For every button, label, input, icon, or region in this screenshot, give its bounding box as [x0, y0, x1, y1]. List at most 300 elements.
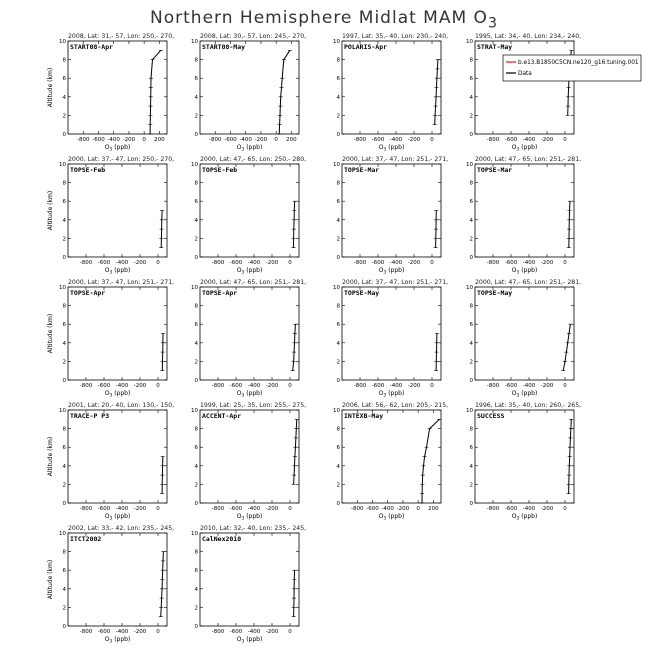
x-axis-label-part: 3	[109, 393, 113, 399]
y-tick-label: 6	[62, 76, 66, 83]
y-tick-label: 4	[62, 586, 66, 593]
campaign-label: ITCT2002	[70, 535, 102, 543]
chart-panel	[191, 279, 306, 399]
x-tick-label: 200	[428, 506, 439, 512]
y-tick-label: 0	[62, 255, 66, 261]
x-axis-label-part: (ppb)	[386, 390, 405, 397]
y-tick-label: 4	[194, 586, 198, 593]
x-axis-label-part: 3	[241, 147, 245, 153]
x-axis-label-part: 3	[109, 147, 113, 153]
y-tick-label: 4	[62, 94, 66, 101]
y-tick-label: 8	[469, 426, 473, 433]
x-axis-label-part: O	[511, 390, 517, 397]
x-tick-label: -600	[97, 506, 111, 512]
y-tick-label: 2	[336, 113, 340, 120]
panel-header: 2000, Lat: 37,- 47, Lon: 250,- 270,	[68, 156, 175, 163]
x-axis-label-part: 3	[383, 270, 387, 276]
x-tick-label: -800	[211, 506, 225, 512]
y-tick-label: 8	[336, 180, 340, 187]
campaign-label: TOPSE-May	[477, 289, 513, 297]
panel-header: 2000, Lat: 47,- 65, Lon: 251,- 281,	[475, 279, 582, 286]
y-tick-label: 2	[62, 113, 66, 120]
panel-header: 2000, Lat: 37,- 47, Lon: 251,- 271,	[342, 279, 449, 286]
y-tick-label: 10	[59, 39, 66, 45]
y-axis-label: Altitude (km)	[47, 190, 54, 231]
panel-header: 2000, Lat: 47,- 65, Lon: 250,- 280,	[200, 156, 307, 163]
x-axis-label-part: (ppb)	[519, 390, 538, 397]
y-tick-label: 2	[194, 605, 198, 612]
x-axis-label-part: 3	[241, 639, 245, 645]
y-tick-label: 10	[59, 408, 66, 414]
y-tick-label: 6	[469, 322, 473, 329]
campaign-label: SUCCESS	[477, 412, 505, 420]
x-tick-label: -400	[522, 260, 536, 266]
x-tick-label: -600	[97, 383, 111, 389]
plot-frame	[200, 410, 299, 503]
x-axis-label-part: O	[104, 144, 110, 151]
panel-header: 1999, Lat: 25,- 35, Lon: 255,- 275,	[200, 402, 307, 409]
x-axis-label-part: (ppb)	[386, 267, 405, 274]
campaign-label: START08-Apr	[70, 43, 114, 51]
x-axis-label-part: 3	[383, 393, 387, 399]
chart-panel	[47, 33, 174, 153]
chart-panel	[466, 402, 581, 522]
x-tick-label: -400	[389, 383, 403, 389]
x-tick-label: -200	[265, 383, 279, 389]
chart-panel	[333, 156, 448, 276]
x-axis-label-part: 3	[109, 270, 113, 276]
panel-header: 1995, Lat: 34,- 40, Lon: 234,- 240,	[475, 33, 582, 40]
y-tick-label: 0	[62, 132, 66, 138]
x-tick-label: -600	[224, 137, 237, 143]
y-tick-label: 6	[194, 568, 198, 575]
y-tick-label: 2	[194, 359, 198, 366]
campaign-label: TOPSE-Mar	[477, 166, 513, 174]
y-tick-label: 2	[194, 236, 198, 243]
legend-label: b.e13.B1850C5CN.ne120_g16.tuning.001	[518, 60, 639, 66]
y-tick-label: 10	[466, 39, 473, 45]
x-tick-label: -800	[486, 506, 500, 512]
data-series-line	[435, 60, 438, 125]
x-axis-label-part: O	[511, 513, 517, 520]
x-axis-label-part: (ppb)	[112, 513, 131, 520]
y-tick-label: 6	[62, 445, 66, 452]
x-tick-label: -400	[522, 506, 536, 512]
y-tick-label: 6	[194, 76, 198, 83]
y-tick-label: 8	[62, 426, 66, 433]
x-tick-label: -400	[247, 383, 261, 389]
x-tick-label: -200	[254, 137, 268, 143]
x-tick-label: -400	[107, 137, 120, 143]
x-tick-label: -800	[486, 260, 500, 266]
y-tick-label: 6	[336, 322, 340, 329]
plot-frame	[342, 164, 441, 257]
x-axis-label-part: O	[104, 636, 110, 643]
x-axis-label-part: (ppb)	[244, 636, 263, 643]
x-tick-label: -200	[133, 629, 147, 635]
x-axis-label-part: (ppb)	[244, 390, 263, 397]
campaign-label: TOPSE-May	[344, 289, 380, 297]
x-tick-label: -600	[229, 629, 243, 635]
x-tick-label: -200	[265, 506, 279, 512]
x-tick-label: -800	[79, 260, 93, 266]
y-tick-label: 0	[469, 132, 473, 138]
y-tick-label: 10	[59, 162, 66, 168]
x-axis-label-part: O	[236, 513, 242, 520]
x-axis-label-part: (ppb)	[112, 390, 131, 397]
campaign-label: CalNex2010	[202, 535, 242, 543]
y-tick-label: 6	[62, 322, 66, 329]
campaign-label: STRAT-May	[477, 43, 513, 51]
x-tick-label: -400	[522, 383, 536, 389]
x-tick-label: 0	[288, 506, 292, 512]
x-axis-label	[512, 390, 538, 399]
y-tick-label: 8	[62, 303, 66, 310]
y-tick-label: 0	[469, 378, 473, 384]
y-tick-label: 0	[336, 132, 340, 138]
plot-frame	[342, 287, 441, 380]
x-tick-label: -400	[522, 137, 536, 143]
y-tick-label: 0	[336, 255, 340, 261]
x-tick-label: 0	[156, 383, 160, 389]
y-tick-label: 4	[336, 94, 340, 101]
x-tick-label: -400	[247, 629, 261, 635]
x-axis-label-part: O	[236, 390, 242, 397]
data-series-line	[294, 419, 297, 484]
data-series-line	[422, 419, 440, 503]
y-tick-label: 2	[469, 236, 473, 243]
y-tick-label: 2	[336, 236, 340, 243]
x-axis-label-part: (ppb)	[519, 267, 538, 274]
y-tick-label: 6	[336, 76, 340, 83]
y-tick-label: 8	[194, 303, 198, 310]
x-axis-label-part: O	[511, 144, 517, 151]
x-axis-label	[237, 144, 263, 153]
y-tick-label: 10	[191, 408, 198, 414]
x-tick-label: -600	[371, 383, 385, 389]
chart-panel	[333, 33, 448, 153]
x-axis-label-part: (ppb)	[244, 513, 263, 520]
y-tick-label: 4	[336, 217, 340, 224]
panel-header: 2000, Lat: 37,- 47, Lon: 251,- 271,	[342, 156, 449, 163]
x-axis-label-part: 3	[383, 516, 387, 522]
x-tick-label: -200	[122, 137, 136, 143]
x-axis-label-part: O	[378, 390, 384, 397]
y-tick-label: 8	[469, 303, 473, 310]
panel-header: 2008, Lat: 30,- 57, Lon: 245,- 270,	[200, 33, 307, 40]
x-tick-label: -800	[350, 506, 364, 512]
x-axis-label-part: O	[378, 513, 384, 520]
y-tick-label: 10	[333, 39, 340, 45]
y-tick-label: 6	[62, 568, 66, 575]
y-tick-label: 4	[469, 94, 473, 101]
x-tick-label: -400	[239, 137, 252, 143]
x-tick-label: -600	[229, 383, 243, 389]
y-tick-label: 6	[469, 445, 473, 452]
x-tick-label: -600	[504, 506, 518, 512]
panel-header: 1997, Lat: 35,- 40, Lon: 230,- 240,	[342, 33, 449, 40]
x-tick-label: -200	[540, 383, 554, 389]
y-tick-label: 2	[336, 482, 340, 489]
campaign-label: TOPSE-Apr	[70, 289, 106, 297]
y-tick-label: 0	[194, 378, 198, 384]
y-tick-label: 8	[336, 426, 340, 433]
chart-panel	[47, 402, 174, 522]
x-axis-label-part: O	[104, 513, 110, 520]
x-axis-label-part: (ppb)	[112, 636, 131, 643]
plot-frame	[68, 410, 167, 503]
y-tick-label: 8	[469, 180, 473, 187]
y-tick-label: 10	[466, 408, 473, 414]
x-tick-label: 0	[416, 506, 420, 512]
x-axis-label-part: 3	[241, 270, 245, 276]
data-series-line	[150, 50, 161, 134]
panel-header: 2001, Lat: 20,- 40, Lon: 130,- 150,	[68, 402, 175, 409]
plot-frame	[475, 287, 574, 380]
x-tick-label: 0	[288, 383, 292, 389]
y-tick-label: 10	[333, 285, 340, 291]
x-tick-label: -800	[211, 260, 225, 266]
y-tick-label: 2	[62, 605, 66, 612]
y-tick-label: 2	[62, 482, 66, 489]
chart-panel	[466, 156, 581, 276]
y-tick-label: 8	[62, 549, 66, 556]
plot-frame	[200, 287, 299, 380]
campaign-label: START08-May	[202, 43, 246, 51]
chart-panel	[191, 33, 306, 153]
y-tick-label: 4	[469, 463, 473, 470]
y-tick-label: 8	[336, 57, 340, 64]
x-axis-label	[379, 267, 405, 276]
x-tick-label: -600	[371, 260, 385, 266]
x-tick-label: -600	[97, 629, 111, 635]
campaign-label: TOPSE-Feb	[70, 166, 106, 174]
x-tick-label: 0	[156, 260, 160, 266]
x-axis-label	[105, 267, 131, 276]
panel-header: 2000, Lat: 47,- 65, Lon: 251,- 281,	[200, 279, 307, 286]
chart-panel	[47, 279, 174, 399]
x-tick-label: -400	[115, 506, 129, 512]
y-tick-label: 10	[191, 285, 198, 291]
y-tick-label: 0	[469, 255, 473, 261]
x-tick-label: -600	[97, 260, 111, 266]
y-tick-label: 2	[469, 113, 473, 120]
x-tick-label: -800	[208, 137, 222, 143]
data-series-line	[294, 570, 295, 617]
x-tick-label: -600	[371, 137, 385, 143]
x-tick-label: 0	[142, 137, 146, 143]
panel-header: 2006, Lat: 56,- 62, Lon: 205,- 215,	[342, 402, 449, 409]
y-tick-label: 10	[191, 531, 198, 537]
x-tick-label: 0	[430, 383, 434, 389]
y-tick-label: 8	[336, 303, 340, 310]
y-tick-label: 2	[62, 359, 66, 366]
legend	[503, 55, 641, 81]
x-tick-label: -200	[265, 260, 279, 266]
y-tick-label: 6	[194, 445, 198, 452]
campaign-label: POLARIS-Apr	[344, 43, 388, 51]
x-tick-label: -200	[407, 260, 421, 266]
figure-title-text: Northern Hemisphere Midlat MAM O	[150, 8, 488, 28]
y-tick-label: 0	[336, 501, 340, 507]
panel-header: 2000, Lat: 47,- 65, Lon: 251,- 281,	[475, 156, 582, 163]
campaign-label: TRACE-P P3	[70, 412, 110, 420]
data-series-line	[161, 552, 164, 617]
x-axis-label-part: (ppb)	[519, 513, 538, 520]
chart-panel	[333, 402, 448, 522]
x-tick-label: -600	[504, 260, 518, 266]
y-tick-label: 6	[336, 199, 340, 206]
chart-panel	[47, 156, 174, 276]
x-tick-label: -600	[229, 506, 243, 512]
x-axis-label	[237, 513, 263, 522]
y-tick-label: 10	[333, 408, 340, 414]
y-tick-label: 0	[336, 378, 340, 384]
chart-panel	[191, 402, 306, 522]
x-axis-label-part: O	[378, 144, 384, 151]
x-tick-label: -800	[211, 629, 225, 635]
x-axis-label-part: (ppb)	[112, 267, 131, 274]
y-tick-label: 4	[469, 340, 473, 347]
x-axis-label-part: (ppb)	[244, 267, 263, 274]
data-series-line	[293, 324, 296, 371]
x-tick-label: -800	[76, 137, 90, 143]
y-tick-label: 0	[469, 501, 473, 507]
y-tick-label: 0	[62, 501, 66, 507]
y-tick-label: 0	[62, 378, 66, 384]
x-tick-label: -400	[381, 506, 394, 512]
x-tick-label: 0	[563, 137, 567, 143]
x-axis-label-part: (ppb)	[519, 144, 538, 151]
x-axis-label-part: 3	[241, 516, 245, 522]
x-tick-label: -200	[265, 629, 279, 635]
y-tick-label: 4	[62, 463, 66, 470]
panel-header: 2008, Lat: 31,- 57, Lon: 250,- 270,	[68, 33, 175, 40]
data-series-line	[279, 50, 290, 134]
x-tick-label: -800	[79, 629, 93, 635]
y-tick-label: 2	[469, 359, 473, 366]
y-tick-label: 4	[194, 463, 198, 470]
x-axis-label-part: O	[236, 144, 242, 151]
x-tick-label: -200	[540, 137, 554, 143]
x-tick-label: -200	[133, 383, 147, 389]
y-tick-label: 4	[336, 340, 340, 347]
x-tick-label: -600	[366, 506, 379, 512]
x-tick-label: -400	[247, 506, 261, 512]
x-tick-label: 200	[286, 137, 297, 143]
x-axis-label	[237, 390, 263, 399]
y-tick-label: 2	[62, 236, 66, 243]
y-tick-label: 8	[194, 426, 198, 433]
y-tick-label: 6	[62, 199, 66, 206]
panel-header: 2010, Lat: 32,- 40, Lon: 235,- 245,	[200, 525, 307, 532]
x-tick-label: -400	[115, 383, 129, 389]
panel-header: 2002, Lat: 33,- 42, Lon: 235,- 245,	[68, 525, 175, 532]
x-tick-label: -600	[92, 137, 105, 143]
x-axis-label-part: 3	[109, 639, 113, 645]
data-series-line	[293, 201, 294, 248]
x-axis-label	[105, 144, 131, 153]
x-axis-label-part: (ppb)	[386, 513, 405, 520]
x-tick-label: -800	[486, 137, 500, 143]
figure-title-subscript: 3	[487, 15, 498, 32]
x-tick-label: -200	[396, 506, 410, 512]
x-axis-label	[512, 144, 538, 153]
x-axis-label-part: 3	[516, 270, 520, 276]
y-tick-label: 0	[194, 255, 198, 261]
x-tick-label: -400	[115, 260, 129, 266]
y-tick-label: 10	[466, 162, 473, 168]
x-tick-label: 0	[156, 629, 160, 635]
x-axis-label	[105, 636, 131, 645]
y-tick-label: 4	[194, 217, 198, 224]
x-axis-label-part: (ppb)	[112, 144, 131, 151]
x-axis-label-part: O	[104, 390, 110, 397]
legend-box	[503, 55, 641, 81]
x-tick-label: -200	[407, 137, 421, 143]
y-tick-label: 2	[194, 113, 198, 120]
panel-header: 1996, Lat: 35,- 40, Lon: 260,- 265,	[475, 402, 582, 409]
chart-panel	[466, 33, 581, 153]
x-axis-label-part: O	[511, 267, 517, 274]
x-tick-label: 200	[154, 137, 165, 143]
x-axis-label	[512, 513, 538, 522]
x-tick-label: -800	[211, 383, 225, 389]
y-tick-label: 6	[469, 199, 473, 206]
y-tick-label: 10	[466, 285, 473, 291]
x-axis-label	[237, 267, 263, 276]
x-tick-label: 0	[288, 629, 292, 635]
x-tick-label: -800	[79, 506, 93, 512]
y-tick-label: 4	[62, 217, 66, 224]
x-tick-label: -400	[115, 629, 129, 635]
y-tick-label: 2	[336, 359, 340, 366]
x-tick-label: -200	[133, 506, 147, 512]
y-tick-label: 0	[194, 624, 198, 630]
x-axis-label-part: O	[236, 267, 242, 274]
y-tick-label: 4	[194, 340, 198, 347]
y-tick-label: 0	[62, 624, 66, 630]
x-axis-label	[105, 513, 131, 522]
y-tick-label: 8	[62, 180, 66, 187]
x-tick-label: 0	[563, 260, 567, 266]
x-tick-label: -600	[229, 260, 243, 266]
x-tick-label: 0	[563, 506, 567, 512]
y-axis-label: Altitude (km)	[47, 67, 54, 108]
x-axis-label	[379, 144, 405, 153]
y-axis-label: Altitude (km)	[47, 559, 54, 600]
x-axis-label-part: O	[236, 636, 242, 643]
y-tick-label: 6	[469, 76, 473, 83]
x-tick-label: -400	[247, 260, 261, 266]
x-tick-label: 0	[274, 137, 278, 143]
campaign-label: INTEXB-May	[344, 412, 384, 420]
chart-panel	[466, 279, 581, 399]
y-tick-label: 8	[194, 57, 198, 64]
x-tick-label: 0	[288, 260, 292, 266]
x-tick-label: -800	[79, 383, 93, 389]
y-tick-label: 4	[62, 340, 66, 347]
y-tick-label: 10	[59, 531, 66, 537]
data-series-line	[569, 201, 570, 248]
x-tick-label: -200	[540, 260, 554, 266]
x-tick-label: 0	[156, 506, 160, 512]
legend-label: Data	[518, 71, 532, 77]
plot-frame	[200, 533, 299, 626]
chart-panel	[191, 525, 306, 645]
x-tick-label: -200	[133, 260, 147, 266]
y-tick-label: 10	[333, 162, 340, 168]
